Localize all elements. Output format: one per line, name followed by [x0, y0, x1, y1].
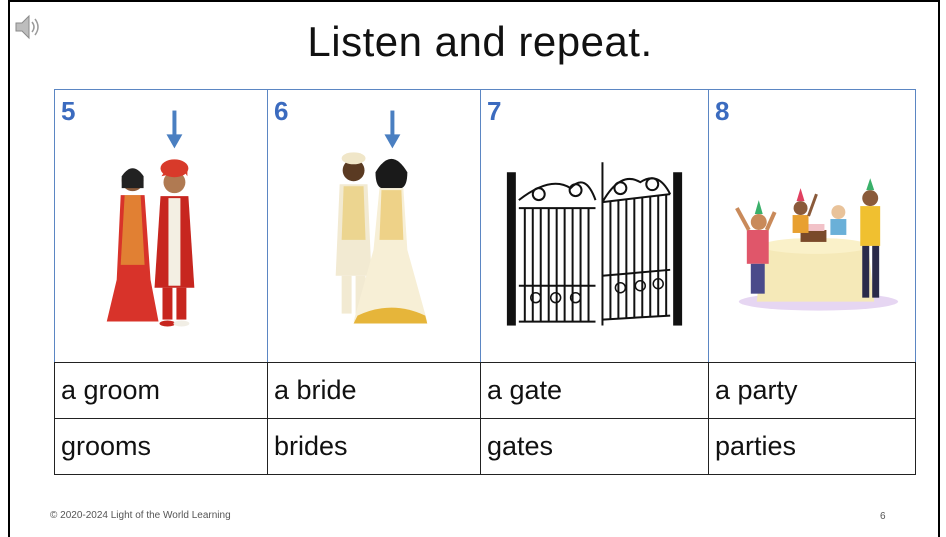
plural-row [55, 419, 916, 475]
singular-word: a groom [55, 363, 268, 419]
gate-illustration [481, 90, 708, 362]
copyright-footer: © 2020-2024 Light of the World Learning [50, 510, 231, 521]
plural-word: gates [481, 419, 709, 475]
singular-word: a party [709, 363, 916, 419]
card-number: 6 [274, 96, 289, 126]
bride-illustration [268, 90, 480, 362]
slide-border-top [8, 0, 940, 2]
slide-border-right [938, 0, 940, 537]
page-title: Listen and repeat. [307, 18, 653, 65]
card-gate [481, 90, 709, 363]
groom-illustration [55, 90, 267, 362]
card-party [709, 90, 916, 363]
plural-word: grooms [55, 419, 268, 475]
singular-row [55, 363, 916, 419]
speaker-icon[interactable] [13, 12, 43, 42]
card-number: 8 [715, 96, 730, 126]
plural-word: brides [268, 419, 481, 475]
picture-row [55, 90, 916, 363]
party-illustration [709, 90, 915, 362]
card-bride [268, 90, 481, 363]
vocab-table [54, 89, 916, 475]
plural-word: parties [709, 419, 916, 475]
card-groom [55, 90, 268, 363]
page-number: 6 [880, 511, 886, 522]
singular-word: a bride [268, 363, 481, 419]
card-number: 7 [487, 96, 502, 126]
singular-word: a gate [481, 363, 709, 419]
card-number: 5 [61, 96, 76, 126]
slide-border-left [8, 0, 10, 537]
